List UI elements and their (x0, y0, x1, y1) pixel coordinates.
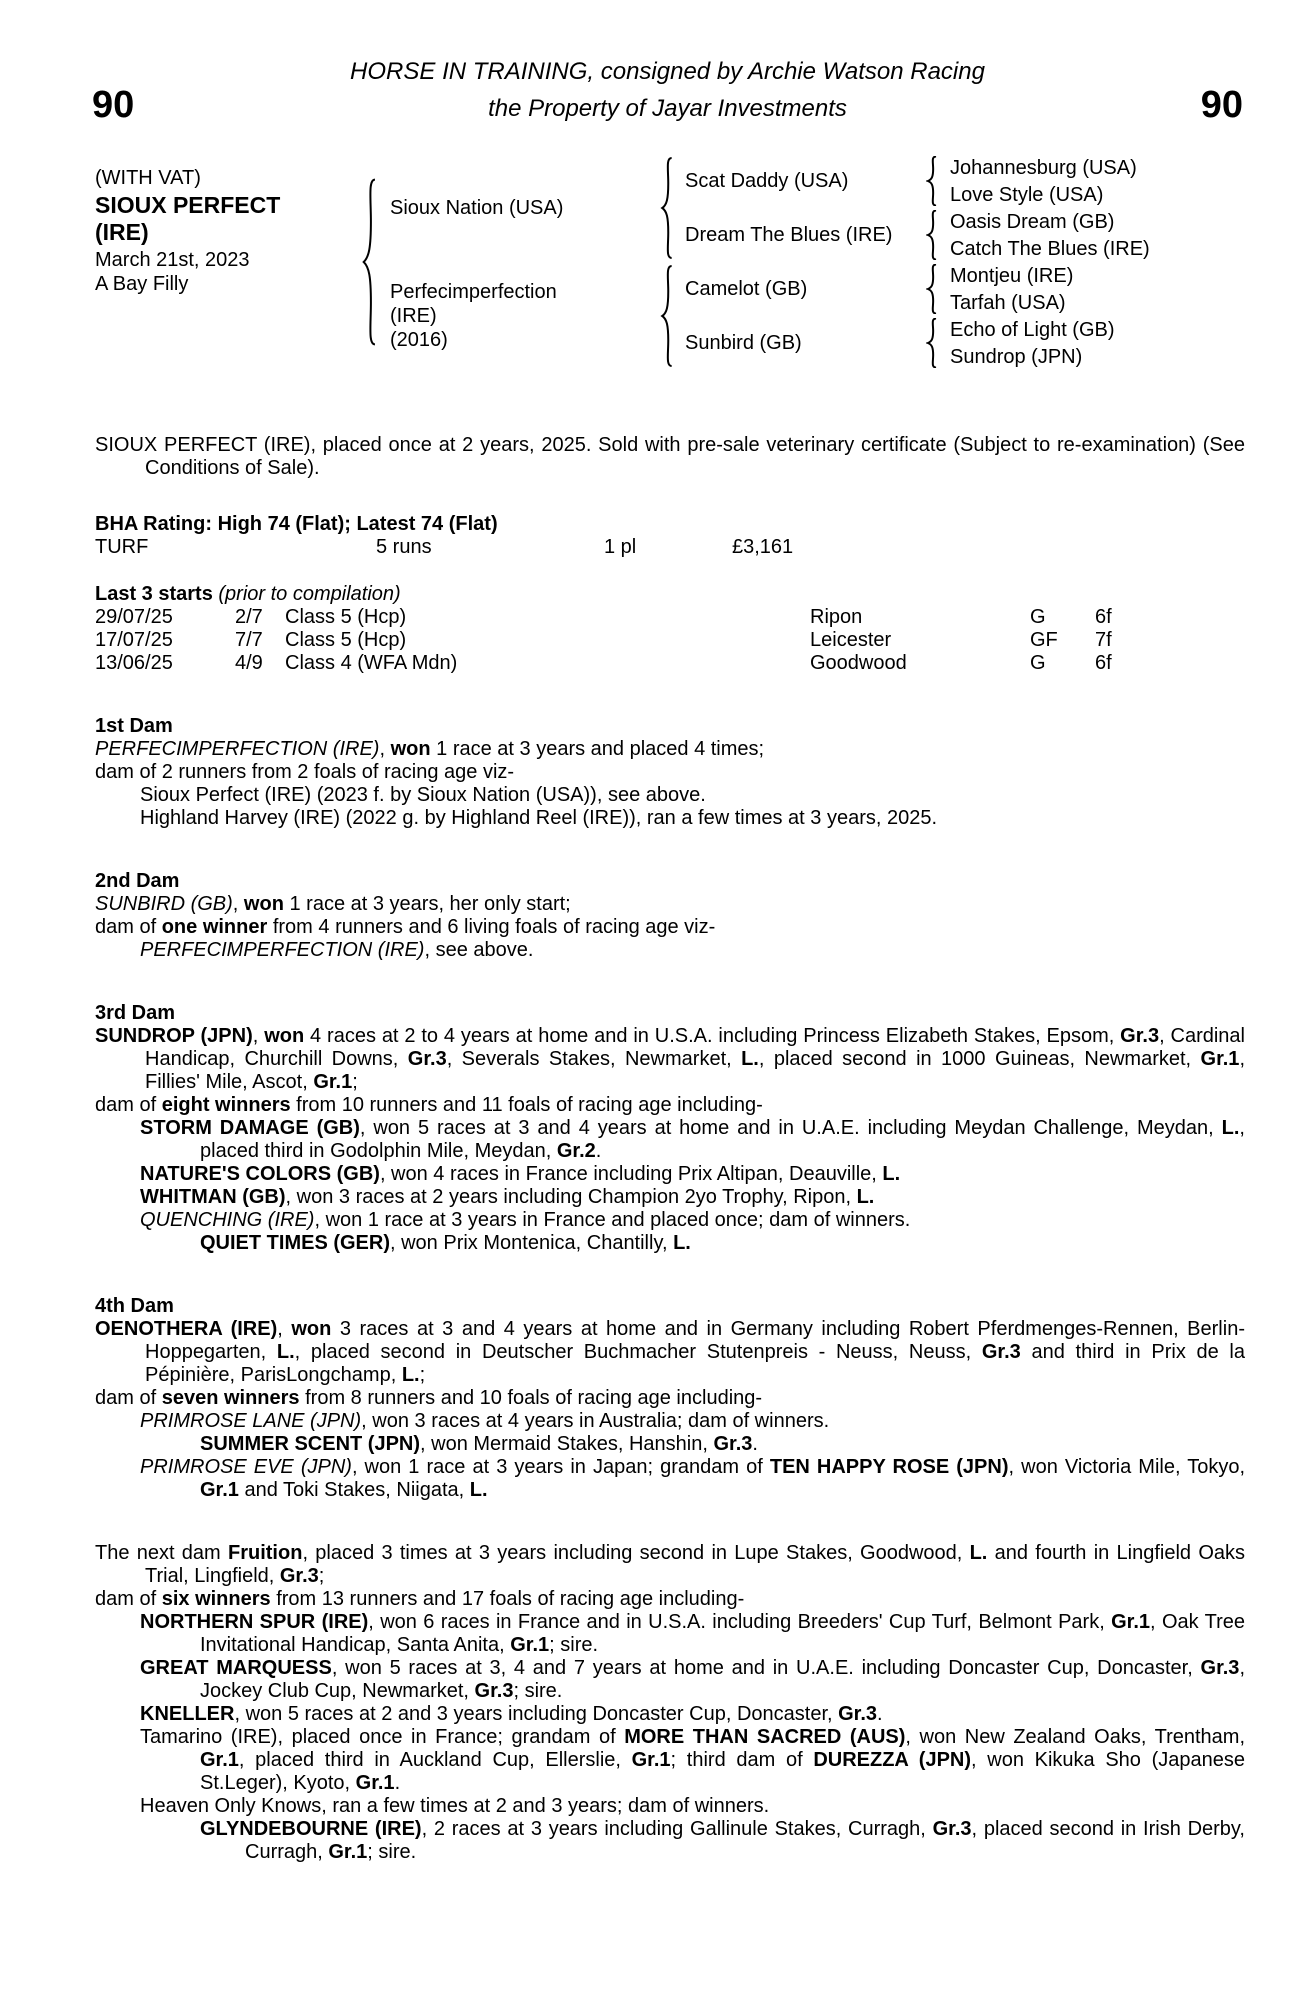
pedigree-text-paragraph (140, 939, 1245, 962)
great-grandparent-name: Tarfah (USA) (950, 291, 1066, 314)
text-run: TEN HAPPY ROSE (JPN) (769, 1456, 1009, 1478)
text-run: 3 races at 3 and 4 years at home and in Germany including Robert Pferdmenges-Rennen, Berlin-Hoppegarten, (145, 1318, 1245, 1363)
pedigree-text-paragraph (95, 761, 1245, 784)
race-date-cell: 13/06/25 (95, 652, 173, 674)
great-grandparent-name: Love Style (USA) (950, 183, 1104, 206)
section-heading: 4th Dam (95, 1295, 174, 1317)
text-run: Gr.3 (713, 1433, 753, 1455)
text-run: , won 5 races at 3 and 4 years at home and in U.A.E. including Meydan Challenge, Meydan, (359, 1117, 1222, 1139)
pedigree-brace (915, 316, 950, 370)
pedigree-text-paragraph (95, 1542, 1245, 1588)
great-grandparent-name: Sundrop (JPN) (950, 345, 1083, 368)
text-run: OENOTHERA (IRE) (95, 1318, 278, 1340)
text-run: , won 5 races at 2 and 3 years including Doncaster Cup, Doncaster, (234, 1703, 839, 1725)
text-run: DUREZZA (JPN) (813, 1749, 972, 1771)
vat-note: (WITH VAT) (95, 167, 201, 189)
text-run: The next dam (95, 1542, 228, 1564)
pedigree-text-paragraph (95, 1094, 1245, 1117)
text-run: Gr.1 (200, 1749, 239, 1771)
pedigree-text-paragraph (140, 1611, 1245, 1657)
text-run: , (277, 1318, 292, 1340)
race-class-cell: Class 5 (Hcp) (285, 629, 407, 651)
text-run: dam of (95, 1588, 162, 1610)
pedigree-text-paragraph (140, 1456, 1245, 1502)
sire-name: Sioux Nation (USA) (390, 197, 564, 219)
text-run: Sioux Perfect (IRE) (2023 f. by Sioux Nation (USA)), see above. (140, 784, 706, 806)
pedigree-brace (350, 154, 390, 370)
text-run: NATURE'S COLORS (GB) (140, 1163, 380, 1185)
text-run: , won 3 races at 2 years including Champion 2yo Trophy, Ripon, (285, 1186, 857, 1208)
foaling-date: March 21st, 2023 (95, 249, 250, 271)
text-run: GLYNDEBOURNE (IRE) (200, 1818, 422, 1840)
text-run: seven winners (161, 1387, 300, 1409)
dam-section (95, 1002, 1245, 1255)
dam-section (95, 870, 1245, 962)
going-cell: GF (1030, 629, 1058, 651)
lot-number-left: 90 (92, 84, 135, 126)
text-run: 4 races at 2 to 4 years at home and in U.S.A. including Princess Elizabeth Stakes, Epsom, (304, 1025, 1121, 1047)
section-heading: 3rd Dam (95, 1002, 176, 1024)
text-run: Gr.1 (355, 1772, 395, 1794)
text-run: . (752, 1433, 758, 1455)
text-run: and fourth in Lingfield Oaks Trial, Lingfield, (145, 1542, 1246, 1587)
text-run: , won 1 race at 3 years in France and placed once; dam of winners. (314, 1209, 911, 1231)
rating-block (95, 513, 1245, 559)
going-cell: G (1030, 652, 1046, 674)
text-run: won (264, 1025, 305, 1047)
text-run: , Oak Tree Invitational Handicap, Santa Anita, (200, 1611, 1245, 1656)
text-run: , placed second in 1000 Guineas, Newmarket, (758, 1048, 1201, 1070)
dam-sections (95, 715, 1245, 1864)
start-row (95, 606, 1245, 629)
text-run: L. (969, 1542, 988, 1564)
finish-position-cell: 2/7 (235, 606, 263, 628)
text-run: . (595, 1140, 602, 1162)
text-run: PERFECIMPERFECTION (IRE) (140, 939, 425, 961)
text-run: , won Kikuka Sho (Japanese St.Leger), Kyoto, (200, 1749, 1245, 1794)
text-run: L. (469, 1479, 488, 1501)
pedigree-brace (650, 262, 685, 370)
text-run: Gr.2 (556, 1140, 596, 1162)
text-run: ; (318, 1565, 325, 1587)
pedigree-text-paragraph (140, 1163, 1245, 1186)
text-run: , won 4 races in France including Prix Altipan, Deauville, (379, 1163, 883, 1185)
pedigree-text-paragraph (200, 1433, 1245, 1456)
text-run: L. (276, 1341, 295, 1363)
dam-section (95, 1295, 1245, 1502)
text-run: from 8 runners and 10 foals of racing age including- (299, 1387, 763, 1409)
text-run: from 10 runners and 11 foals of racing age including- (290, 1094, 763, 1116)
text-run: WHITMAN (GB) (140, 1186, 286, 1208)
text-run: , (252, 1025, 265, 1047)
text-run: dam of (95, 916, 162, 938)
pedigree-table (95, 154, 1245, 370)
pedigree-text-paragraph (140, 1657, 1245, 1703)
pedigree-text-paragraph (140, 1410, 1245, 1433)
surface-label: TURF (95, 536, 149, 558)
text-run: L. (1221, 1117, 1240, 1139)
race-class-cell: Class 4 (WFA Mdn) (285, 652, 458, 674)
property-line: the Property of Jayar Investments (488, 95, 847, 122)
race-date-cell: 29/07/25 (95, 606, 173, 628)
text-run: eight winners (161, 1094, 291, 1116)
text-run: L. (401, 1364, 420, 1386)
text-run: QUIET TIMES (GER) (200, 1232, 390, 1254)
dam-name-line: (IRE) (390, 305, 437, 327)
text-run: , (379, 738, 391, 760)
going-cell: G (1030, 606, 1046, 628)
sex-colour: A Bay Filly (95, 273, 189, 295)
text-run: SUNBIRD (GB) (95, 893, 233, 915)
text-run: and Toki Stakes, Niigata, (238, 1479, 470, 1501)
text-run: Gr.1 (328, 1841, 368, 1863)
pedigree-brace (915, 208, 950, 262)
text-run: Tamarino (IRE), placed once in France; grandam of (140, 1726, 625, 1748)
text-run: from 13 runners and 17 foals of racing age including- (270, 1588, 745, 1610)
text-run: SIOUX PERFECT (IRE), placed once at 2 years, 2025. Sold with pre-sale veterinary certificate (Subject to re-examination) (See Conditions of Sale). (95, 434, 1245, 479)
pedigree-text-paragraph (140, 1795, 1245, 1818)
lot-details (95, 154, 350, 370)
text-run: , won 1 race at 3 years in Japan; grandam of (351, 1456, 770, 1478)
dam-section (95, 715, 1245, 830)
text-run: L. (856, 1186, 875, 1208)
text-run: NORTHERN SPUR (IRE) (140, 1611, 369, 1633)
pedigree-text-paragraph (200, 1232, 1245, 1255)
text-run: Gr.3 (838, 1703, 878, 1725)
distance-cell: 6f (1095, 652, 1112, 674)
great-grandparent-name: Montjeu (IRE) (950, 264, 1074, 287)
text-run: ; third dam of (670, 1749, 814, 1771)
course-cell: Ripon (810, 606, 863, 628)
pedigree-text-paragraph (95, 1588, 1245, 1611)
text-run: MORE THAN SACRED (AUS) (624, 1726, 906, 1748)
text-run: Highland Harvey (IRE) (2022 g. by Highland Reel (IRE)), ran a few times at 3 years, 2025. (140, 807, 938, 829)
text-run: , won 6 races in France and in U.S.A. including Breeders' Cup Turf, Belmont Park, (368, 1611, 1112, 1633)
pedigree-text-paragraph (95, 1025, 1245, 1094)
dam-section (95, 1542, 1245, 1864)
pedigree-text-paragraph (140, 1726, 1245, 1795)
text-run: , won Mermaid Stakes, Hanshin, (420, 1433, 714, 1455)
text-run: , placed third in Godolphin Mile, Meydan, (200, 1117, 1245, 1162)
text-run: Gr.1 (313, 1071, 353, 1093)
text-run: ; sire. (367, 1841, 417, 1863)
sale-description (95, 434, 1245, 480)
text-run: ; (419, 1364, 426, 1386)
text-run: L. (673, 1232, 691, 1254)
bha-rating: BHA Rating: High 74 (Flat); Latest 74 (Flat) (95, 513, 498, 535)
runs-count: 5 runs (376, 536, 432, 558)
earnings-amount: £3,161 (732, 536, 794, 558)
text-run: GREAT MARQUESS (140, 1657, 332, 1679)
text-run: , Severals Stakes, Newmarket, (446, 1048, 742, 1070)
pedigree-text-paragraph (140, 784, 1245, 807)
granddam-name: Dream The Blues (IRE) (685, 224, 893, 246)
page-header (0, 0, 1315, 124)
text-run: Gr.3 (407, 1048, 447, 1070)
text-run: STORM DAMAGE (GB) (140, 1117, 360, 1139)
text-run: ; sire. (513, 1680, 563, 1702)
placings-count: 1 pl (604, 536, 637, 558)
text-run: Gr.3 (1120, 1025, 1160, 1047)
text-run: Gr.1 (1111, 1611, 1151, 1633)
text-run: Gr.1 (200, 1479, 239, 1501)
start-row (95, 652, 1245, 675)
last-starts-heading (95, 583, 1245, 606)
text-run: dam of 2 runners from 2 foals of racing age viz- (95, 761, 515, 783)
last-starts-title: Last 3 starts (95, 583, 219, 605)
start-row (95, 629, 1245, 652)
text-run: . (877, 1703, 883, 1725)
text-run: won (291, 1318, 332, 1340)
text-run: , placed 3 times at 3 years including second in Lupe Stakes, Goodwood, (302, 1542, 970, 1564)
text-run: from 4 runners and 6 living foals of racing age viz- (267, 916, 716, 938)
text-run: dam of (95, 1387, 162, 1409)
granddam-name: Sunbird (GB) (685, 332, 802, 354)
pedigree-text-paragraph (140, 807, 1245, 830)
text-run: ; sire. (549, 1634, 599, 1656)
course-cell: Leicester (810, 629, 892, 651)
text-run: Gr.1 (1200, 1048, 1240, 1070)
pedigree-text-paragraph (95, 916, 1245, 939)
pedigree-text-paragraph (140, 1209, 1245, 1232)
dam-name (390, 262, 650, 370)
pedigree-text-paragraph (95, 893, 1245, 916)
last-starts-block (95, 583, 1245, 675)
header-titles (134, 58, 1200, 124)
section-heading: 2nd Dam (95, 870, 180, 892)
finish-position-cell: 7/7 (235, 629, 263, 651)
distance-cell: 6f (1095, 606, 1112, 628)
section-heading: 1st Dam (95, 715, 173, 737)
text-run: , won New Zealand Oaks, Trentham, (905, 1726, 1246, 1748)
text-run: L. (741, 1048, 759, 1070)
text-run: Fruition (228, 1542, 303, 1564)
text-run: Heaven Only Knows, ran a few times at 2 and 3 years; dam of winners. (140, 1795, 770, 1817)
dam-name-line: Perfecimperfection (390, 281, 557, 303)
text-run: , see above. (424, 939, 534, 961)
text-run: . (394, 1772, 401, 1794)
text-run: L. (882, 1163, 901, 1185)
pedigree-text-paragraph (140, 1703, 1245, 1726)
text-run: 1 race at 3 years, her only start; (283, 893, 571, 915)
text-run: won (390, 738, 431, 760)
great-grandparent-name: Johannesburg (USA) (950, 156, 1137, 179)
text-run: KNELLER (140, 1703, 235, 1725)
great-grandparent-name: Catch The Blues (IRE) (950, 237, 1150, 260)
pedigree-brace (915, 262, 950, 316)
grandsire-name: Scat Daddy (USA) (685, 170, 849, 192)
text-run: QUENCHING (IRE) (140, 1209, 315, 1231)
text-run: , 2 races at 3 years including Gallinule Stakes, Curragh, (421, 1818, 933, 1840)
text-run: , won 5 races at 3, 4 and 7 years at home and in U.A.E. including Doncaster Cup, Doncaster, (331, 1657, 1201, 1679)
pedigree-text-paragraph (140, 1186, 1245, 1209)
text-run: won (243, 893, 284, 915)
distance-cell: 7f (1095, 629, 1112, 651)
text-run: Gr.3 (981, 1341, 1021, 1363)
text-run: SUMMER SCENT (JPN) (200, 1433, 421, 1455)
text-run: Gr.1 (510, 1634, 550, 1656)
text-run: ; (352, 1071, 358, 1093)
catalogue-body (95, 434, 1245, 1864)
text-run: six winners (161, 1588, 271, 1610)
finish-position-cell: 4/9 (235, 652, 263, 674)
text-run: , placed second in Irish Derby, Curragh, (245, 1818, 1245, 1863)
grandsire-name: Camelot (GB) (685, 278, 808, 300)
text-run: Gr.3 (932, 1818, 972, 1840)
last-starts-note: (prior to compilation) (218, 583, 401, 605)
text-run: and third in Prix de la Pépinière, ParisLongchamp, (145, 1341, 1246, 1386)
text-run: , placed second in Deutscher Buchmacher Stutenpreis - Neuss, Neuss, (294, 1341, 982, 1363)
race-record-row (95, 536, 1245, 559)
text-run: , won Prix Montenica, Chantilly, (390, 1232, 674, 1254)
text-run: PRIMROSE EVE (JPN) (140, 1456, 352, 1478)
race-class-cell: Class 5 (Hcp) (285, 606, 407, 628)
great-grandparent-name: Echo of Light (GB) (950, 318, 1115, 341)
text-run: , Fillies' Mile, Ascot, (145, 1048, 1245, 1093)
text-run: PRIMROSE LANE (JPN) (140, 1410, 362, 1432)
text-run: , Cardinal Handicap, Churchill Downs, (145, 1025, 1245, 1070)
pedigree-text-paragraph (95, 1387, 1245, 1410)
text-run: PERFECIMPERFECTION (IRE) (95, 738, 380, 760)
pedigree-text-paragraph (140, 1117, 1245, 1163)
text-run: , (232, 893, 244, 915)
text-run: one winner (161, 916, 268, 938)
pedigree-text-paragraph (95, 1318, 1245, 1387)
text-run: , placed third in Auckland Cup, Ellerslie, (238, 1749, 632, 1771)
race-date-cell: 17/07/25 (95, 629, 173, 651)
text-run: 1 race at 3 years and placed 4 times; (430, 738, 765, 760)
lot-number-right: 90 (1200, 84, 1243, 126)
horse-name: SIOUX PERFECT (IRE) (95, 192, 281, 245)
pedigree-brace (915, 154, 950, 208)
text-run: Gr.3 (279, 1565, 319, 1587)
text-run: SUNDROP (JPN) (95, 1025, 253, 1047)
text-run: , Jockey Club Cup, Newmarket, (200, 1657, 1245, 1702)
consignor-line: HORSE IN TRAINING, consigned by Archie Watson Racing (350, 58, 985, 85)
text-run: Gr.3 (474, 1680, 514, 1702)
text-run: Gr.3 (1200, 1657, 1240, 1679)
text-run: , won 3 races at 4 years in Australia; dam of winners. (361, 1410, 830, 1432)
text-run: , won Victoria Mile, Tokyo, (1008, 1456, 1246, 1478)
course-cell: Goodwood (810, 652, 907, 674)
pedigree-brace (650, 154, 685, 262)
dam-name-line: (2016) (390, 329, 448, 351)
text-run: Gr.1 (631, 1749, 671, 1771)
pedigree-text-paragraph (95, 738, 1245, 761)
pedigree-text-paragraph (200, 1818, 1245, 1864)
text-run: dam of (95, 1094, 162, 1116)
great-grandparent-name: Oasis Dream (GB) (950, 210, 1115, 233)
